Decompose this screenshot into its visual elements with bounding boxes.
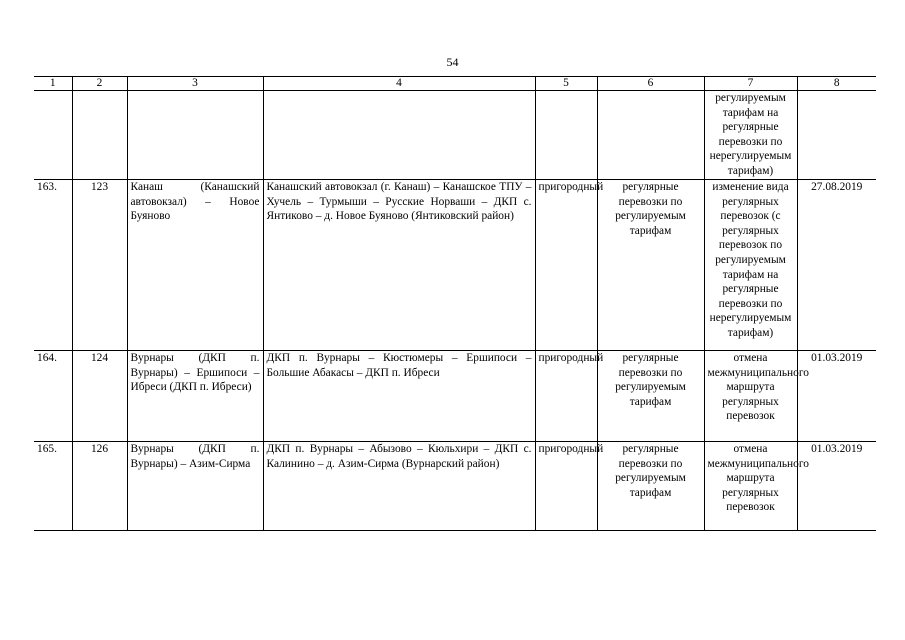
header-row <box>34 77 876 91</box>
routes-table <box>34 76 876 531</box>
route-type-cell: пригородный <box>535 351 597 442</box>
route-name-cell: Вурнары (ДКП п. Вурнары) – Ершипоси – Ибреси (ДКП п. Ибреси) <box>127 351 263 442</box>
transport-type-cell: регулярные перевозки по регулируемым тарифам <box>597 180 704 351</box>
change-cell: изменение вида регулярных перевозок (с регулярных перевозок по регулируемым тарифам на регулярные перевозки по нерегулируемым тарифам) <box>704 180 797 351</box>
table-cell <box>263 91 535 180</box>
column-header: 3 <box>127 77 263 91</box>
transport-type-cell: регулярные перевозки по регулируемым тарифам <box>597 351 704 442</box>
date-cell: 01.03.2019 <box>797 442 876 531</box>
route-number-cell: 124 <box>72 351 127 442</box>
row-number-cell: 164. <box>34 351 72 442</box>
row-number-cell: 163. <box>34 180 72 351</box>
route-number-cell: 123 <box>72 180 127 351</box>
date-cell: 01.03.2019 <box>797 351 876 442</box>
route-name-cell: Вурнары (ДКП п. Вурнары) – Азим-Сирма <box>127 442 263 531</box>
table-cell <box>127 91 263 180</box>
table-row <box>34 442 876 531</box>
table-cell <box>797 91 876 180</box>
change-cell: отмена межмуниципального маршрута регулярных перевозок <box>704 351 797 442</box>
date-cell: 27.08.2019 <box>797 180 876 351</box>
change-cell: регулируемым тарифам на регулярные перевозки по нерегулируемым тарифам) <box>704 91 797 180</box>
table-cell <box>72 91 127 180</box>
column-header: 5 <box>535 77 597 91</box>
column-header: 1 <box>34 77 72 91</box>
row-number-cell: 165. <box>34 442 72 531</box>
route-type-cell: пригородный <box>535 442 597 531</box>
table-cell <box>535 91 597 180</box>
column-header: 8 <box>797 77 876 91</box>
stops-cell: ДКП п. Вурнары – Абызово – Кюльхири – ДКП с. Калинино – д. Азим-Сирма (Вурнарский район) <box>263 442 535 531</box>
transport-type-cell: регулярные перевозки по регулируемым тарифам <box>597 442 704 531</box>
table-cell <box>34 91 72 180</box>
change-cell: отмена межмуниципального маршрута регулярных перевозок <box>704 442 797 531</box>
stops-cell: Канашский автовокзал (г. Канаш) – Канашское ТПУ – Хучель – Турмыши – Русские Норваши – ДКП с. Янтиково – д. Новое Буяново (Янтиковский район) <box>263 180 535 351</box>
route-name-cell: Канаш (Канашский автовокзал) – Новое Буяново <box>127 180 263 351</box>
column-header: 4 <box>263 77 535 91</box>
continuation-row <box>34 91 876 180</box>
route-type-cell: пригородный <box>535 180 597 351</box>
column-header: 7 <box>704 77 797 91</box>
table-cell <box>597 91 704 180</box>
stops-cell: ДКП п. Вурнары – Кюстюмеры – Ершипоси – Большие Абакасы – ДКП п. Ибреси <box>263 351 535 442</box>
table-row <box>34 351 876 442</box>
page-number: 54 <box>446 55 459 69</box>
column-header: 2 <box>72 77 127 91</box>
route-number-cell: 126 <box>72 442 127 531</box>
table-row <box>34 180 876 351</box>
column-header: 6 <box>597 77 704 91</box>
